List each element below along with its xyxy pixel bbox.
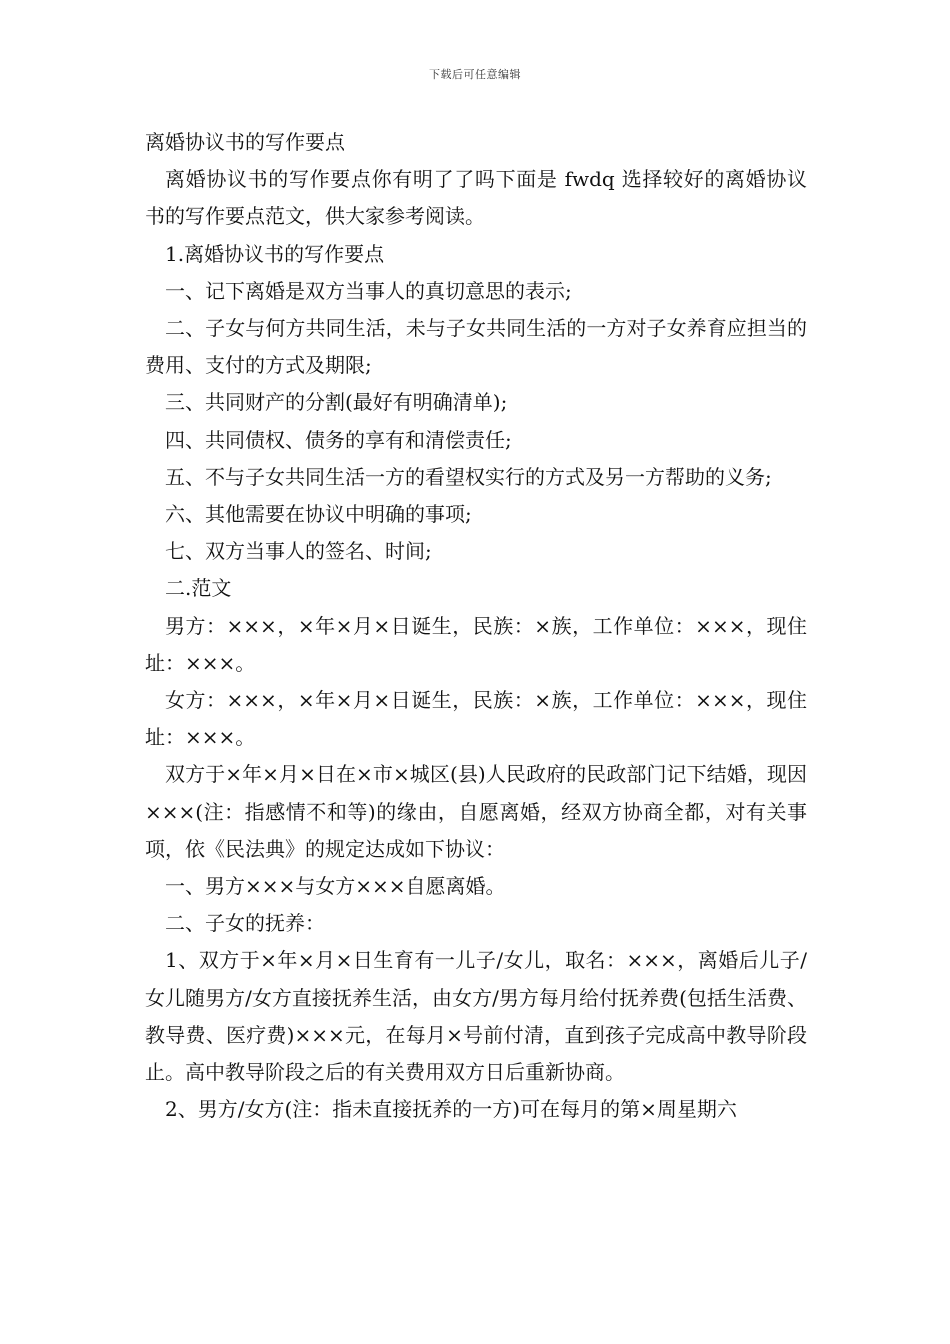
clause-item: 2、男方/女方(注：指未直接抚养的一方)可在每月的第×周星期六 xyxy=(165,1097,737,1122)
list-item: 六、其他需要在协议中明确的事项; xyxy=(165,502,472,527)
list-item: 三、共同财产的分割(最好有明确清单); xyxy=(165,390,508,415)
list-item: 四、共同债权、债务的享有和清偿责任; xyxy=(165,427,512,452)
list-item: 一、记下离婚是双方当事人的真切意思的表示; xyxy=(165,278,572,303)
document-title: 离婚协议书的写作要点 xyxy=(145,130,345,154)
list-item: 二、子女与何方共同生活，未与子女共同生活的一方对子女养育应担当的费用、支付的方式及期限; xyxy=(145,316,807,378)
list-item: 七、双方当事人的签名、时间; xyxy=(165,539,432,564)
clause-item: 一、男方×××与女方×××自愿离婚。 xyxy=(165,874,506,899)
paragraph-wife-info: 女方：×××，×年×月×日诞生，民族：×族，工作单位：×××，现住址：×××。 xyxy=(145,688,807,750)
paragraph-agreement-preamble: 双方于×年×月×日在×市×城区(县)人民政府的民政部门记下结婚，现因×××(注：指感情不和等)的缘由，自愿离婚，经双方协商全都，对有关事项，依《民法典》的规定达成如下协议： xyxy=(145,762,807,861)
paragraph-intro: 离婚协议书的写作要点你有明了了吗下面是 fwdq 选择较好的离婚协议书的写作要点范文，供大家参考阅读。 xyxy=(145,167,807,229)
clause-item: 二、子女的抚养： xyxy=(165,911,325,936)
page-header: 下载后可任意编辑 xyxy=(429,68,521,81)
section-heading-points: 1.离婚协议书的写作要点 xyxy=(165,241,385,266)
paragraph-husband-info: 男方：×××，×年×月×日诞生，民族：×族，工作单位：×××，现住址：×××。 xyxy=(145,613,807,675)
section-heading-sample: 二.范文 xyxy=(165,576,232,601)
clause-item: 1、双方于×年×月×日生育有一儿子/女儿，取名：×××，离婚后儿子/女儿随男方/女方直接抚养生活，由女方/男方每月给付抚养费(包括生活费、教导费、医疗费)×××元，在每月×号前付清，直到孩子完成高中教导阶段止。高中教导阶段之后的有关费用双方日后重新协商。 xyxy=(145,948,807,1085)
list-item: 五、不与子女共同生活一方的看望权实行的方式及另一方帮助的义务; xyxy=(165,464,772,489)
document-body xyxy=(145,124,807,1128)
